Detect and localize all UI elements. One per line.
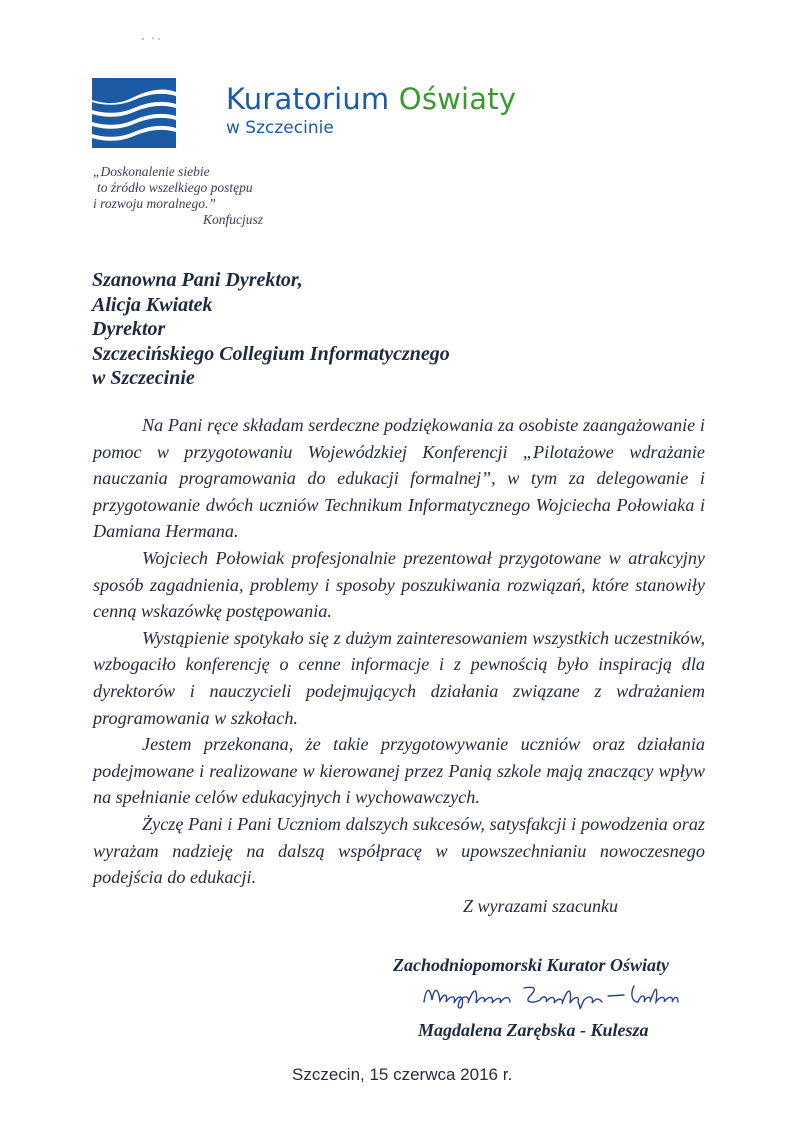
body-paragraph: Wystąpienie spotykało się z dużym zainteresowaniem wszystkich uczestników, wzbogaciło konferencję o cenne informacje i z pewnością było inspiracją dla dyrektorów i nauczycieli podejmujących działania związane z wdrażaniem programowania w szkołach. <box>93 627 705 728</box>
organization-name <box>226 82 516 116</box>
organization-name-part2: Oświaty <box>398 82 517 116</box>
waves-logo-icon <box>92 78 176 148</box>
scan-specks <box>140 36 180 42</box>
addressee-institution: Szczecińskiego Collegium Informatycznego <box>92 342 450 365</box>
quote-line: to źródło wszelkiego postępu <box>97 180 253 195</box>
body-paragraph: Życzę Pani i Pani Uczniom dalszych sukcesów, satysfakcji i powodzenia oraz wyrażam nadzieję na dalszą współpracę w upowszechnianiu nowoczesnego podejścia do edukacji. <box>93 813 705 888</box>
quote-author: Konfucjusz <box>203 212 264 227</box>
closing-regards: Z wyrazami szacunku <box>463 896 619 916</box>
body-paragraph: Wojciech Połowiak profesjonalnie prezentował przygotowane w atrakcyjny sposób zagadnienia, problemy i sposoby poszukiwania rozwiązań, które stanowiły cenną wskazówkę postępowania. <box>93 547 705 622</box>
quote-line: i rozwoju moralnego.” <box>93 196 216 211</box>
motto-quote <box>93 164 263 228</box>
addressee-block <box>92 268 450 391</box>
addressee-name: Alicja Kwiatek <box>92 293 213 316</box>
organization-city: w Szczecinie <box>226 118 334 138</box>
organization-name-part1: Kuratorium <box>226 82 390 116</box>
addressee-role: Dyrektor <box>92 318 166 340</box>
place-and-date: Szczecin, 15 czerwca 2016 r. <box>292 1065 513 1084</box>
salutation: Szanowna Pani Dyrektor, <box>92 269 303 291</box>
body-paragraph: Na Pani ręce składam serdeczne podziękowania za osobiste zaangażowanie i pomoc w przygotowaniu Wojewódzkiej Konferencji „Pilotażowe wdrażanie nauczania programowania do edukacji formalnej”, w tym za delegowanie i przygotowanie dwóch uczniów Technikum Informatycznego Wojciecha Połowiaka i Damiana Hermana. <box>93 415 705 542</box>
handwritten-signature <box>420 980 682 1010</box>
addressee-city: w Szczecinie <box>92 367 195 389</box>
body-paragraph: Jestem przekonana, że takie przygotowywanie uczniów oraz działania podejmowane i realizowane w kierowanej przez Panią szkole mają znaczący wpływ na spełnianie celów edukacyjnych i wychowawczych. <box>93 734 705 808</box>
letter-body <box>93 412 705 891</box>
signer-name: Magdalena Zarębska - Kulesza <box>418 1020 649 1040</box>
quote-line: „Doskonalenie siebie <box>93 164 210 179</box>
signer-title: Zachodniopomorski Kurator Oświaty <box>393 955 670 975</box>
